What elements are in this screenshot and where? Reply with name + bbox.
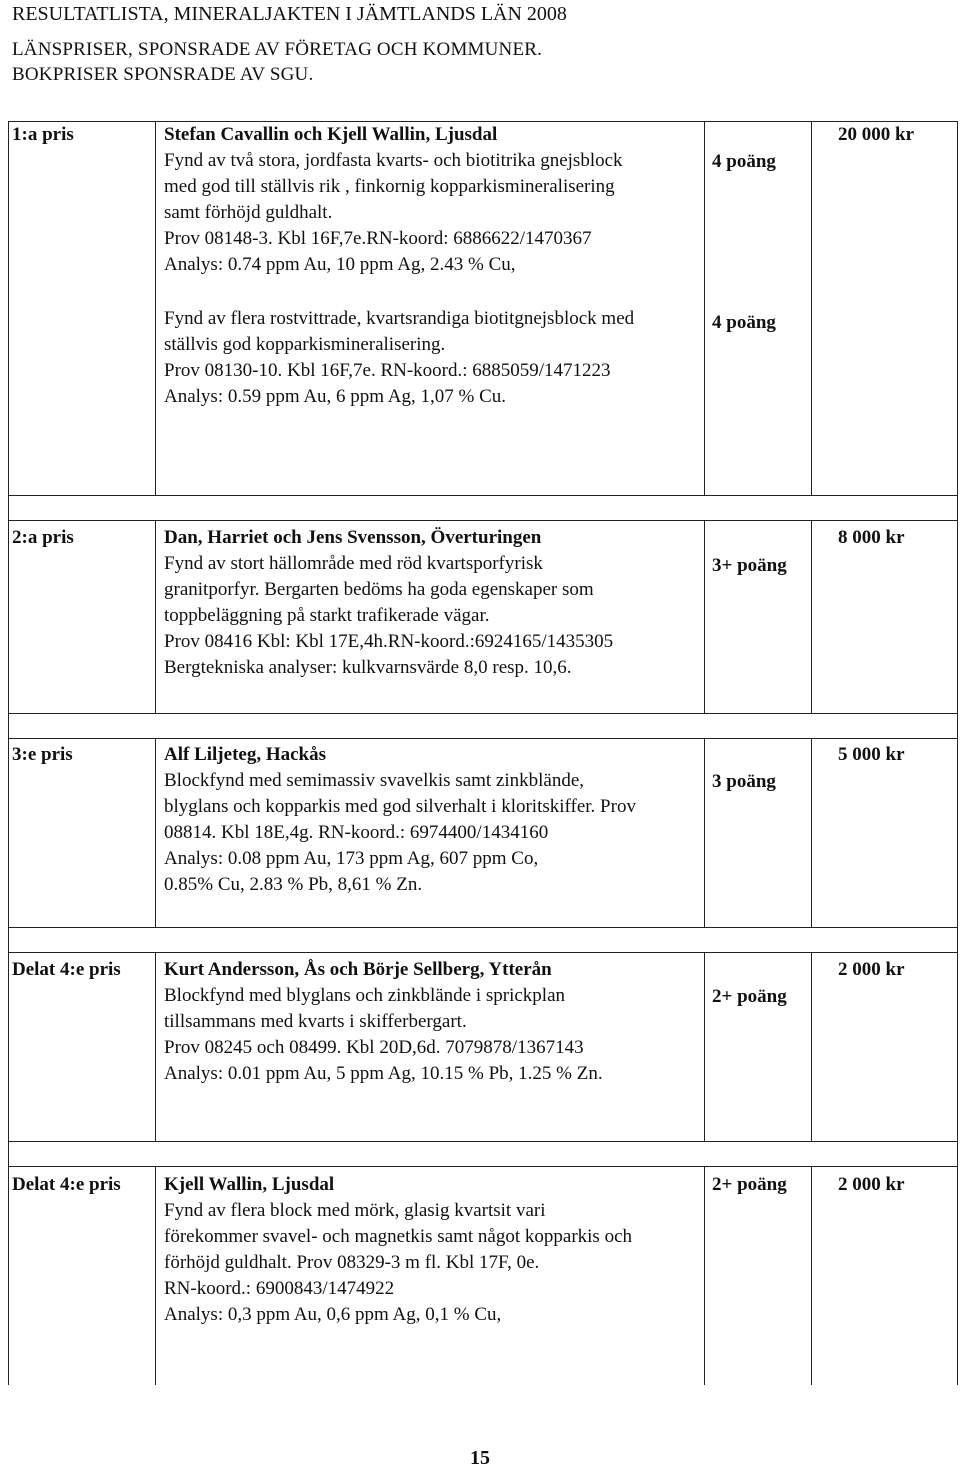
- column-divider: [155, 1166, 156, 1385]
- table-rule: [8, 713, 958, 714]
- prize-rank: Delat 4:e pris: [12, 959, 121, 980]
- table-rule: [8, 738, 958, 739]
- winner-name: Dan, Harriet och Jens Svensson, Överturingen: [164, 527, 542, 548]
- column-divider: [811, 1166, 812, 1385]
- points: 3+ poäng: [712, 555, 787, 576]
- column-divider: [811, 952, 812, 1141]
- entry-description: [164, 1172, 704, 1328]
- table-rule: [8, 520, 958, 521]
- description-line: Fynd av stort hällområde med röd kvartsporfyrisk: [164, 553, 543, 574]
- description-line: blyglans och kopparkis med god silverhalt i kloritskiffer. Prov: [164, 796, 636, 817]
- description-line: toppbeläggning på starkt trafikerade vägar.: [164, 605, 490, 626]
- description-line: RN-koord.: 6900843/1474922: [164, 1278, 395, 1299]
- prize-amount: 8 000 kr: [838, 527, 905, 548]
- column-divider: [704, 121, 705, 495]
- column-divider: [155, 121, 156, 495]
- entry-description: [164, 122, 704, 410]
- description-line: Analys: 0.59 ppm Au, 6 ppm Ag, 1,07 % Cu.: [164, 386, 507, 407]
- points: 2+ poäng: [712, 1174, 787, 1195]
- description-line: Prov 08130-10. Kbl 16F,7e. RN-koord.: 6885059/1471223: [164, 360, 611, 381]
- entry-description: [164, 742, 704, 898]
- prize-rank: 3:e pris: [12, 744, 73, 765]
- subtitle-line-2: BOKPRISER SPONSRADE AV SGU.: [12, 64, 314, 85]
- description-line: Analys: 0,3 ppm Au, 0,6 ppm Ag, 0,1 % Cu,: [164, 1304, 502, 1325]
- winner-name: Alf Liljeteg, Hackås: [164, 744, 327, 765]
- prize-rank: 2:a pris: [12, 527, 74, 548]
- column-divider: [704, 520, 705, 713]
- description-line: Prov 08416 Kbl: Kbl 17E,4h.RN-koord.:6924165/1435305: [164, 631, 614, 652]
- description-line: tillsammans med kvarts i skifferbergart.: [164, 1011, 467, 1032]
- winner-name: Kjell Wallin, Ljusdal: [164, 1174, 335, 1195]
- description-line: Prov 08148-3. Kbl 16F,7e.RN-koord: 6886622/1470367: [164, 228, 592, 249]
- page-number: 15: [470, 1447, 490, 1469]
- description-line: Analys: 0.01 ppm Au, 5 ppm Ag, 10.15 % Pb, 1.25 % Zn.: [164, 1063, 603, 1084]
- table-border-right: [957, 121, 958, 1385]
- table-rule: [8, 1141, 958, 1142]
- description-line: Fynd av flera block med mörk, glasig kvartsit vari: [164, 1200, 546, 1221]
- description-line: Fynd av flera rostvittrade, kvartsrandiga biotitgnejsblock med: [164, 308, 635, 329]
- column-divider: [155, 952, 156, 1141]
- column-divider: [704, 1166, 705, 1385]
- description-line: Blockfynd med blyglans och zinkblände i sprickplan: [164, 985, 566, 1006]
- description-line: Analys: 0.74 ppm Au, 10 ppm Ag, 2.43 % Cu,: [164, 254, 516, 275]
- points: 4 poäng: [712, 151, 776, 172]
- description-line: förhöjd guldhalt. Prov 08329-3 m fl. Kbl 17F, 0e.: [164, 1252, 540, 1273]
- description-line: samt förhöjd guldhalt.: [164, 202, 333, 223]
- column-divider: [704, 738, 705, 927]
- description-line: Analys: 0.08 ppm Au, 173 ppm Ag, 607 ppm Co,: [164, 848, 539, 869]
- subtitle-line-1: LÄNSPRISER, SPONSRADE AV FÖRETAG OCH KOMMUNER.: [12, 39, 543, 60]
- column-divider: [704, 952, 705, 1141]
- winner-name: Stefan Cavallin och Kjell Wallin, Ljusdal: [164, 124, 498, 145]
- description-line: förekommer svavel- och magnetkis samt något kopparkis och: [164, 1226, 633, 1247]
- column-divider: [811, 520, 812, 713]
- description-line: Bergtekniska analyser: kulkvarnsvärde 8,0 resp. 10,6.: [164, 657, 572, 678]
- description-line: 0.85% Cu, 2.83 % Pb, 8,61 % Zn.: [164, 874, 423, 895]
- table-rule: [8, 952, 958, 953]
- description-line: Prov 08245 och 08499. Kbl 20D,6d. 7079878/1367143: [164, 1037, 584, 1058]
- description-line: ställvis god kopparkismineralisering.: [164, 334, 446, 355]
- description-line: med god till ställvis rik , finkornig kopparkismineralisering: [164, 176, 615, 197]
- prize-amount: 20 000 kr: [838, 124, 914, 145]
- table-border-left: [8, 121, 9, 1385]
- document-title: RESULTATLISTA, MINERALJAKTEN I JÄMTLANDS LÄN 2008: [12, 3, 567, 25]
- description-line: granitporfyr. Bergarten bedöms ha goda egenskaper som: [164, 579, 594, 600]
- description-line: 08814. Kbl 18E,4g. RN-koord.: 6974400/1434160: [164, 822, 549, 843]
- points: 3 poäng: [712, 771, 776, 792]
- prize-amount: 2 000 kr: [838, 959, 905, 980]
- column-divider: [811, 121, 812, 495]
- column-divider: [155, 738, 156, 927]
- table-rule: [8, 1166, 958, 1167]
- description-line: Fynd av två stora, jordfasta kvarts- och biotitrika gnejsblock: [164, 150, 623, 171]
- column-divider: [811, 738, 812, 927]
- entry-description: [164, 525, 704, 681]
- points: 2+ poäng: [712, 986, 787, 1007]
- prize-amount: 5 000 kr: [838, 744, 905, 765]
- points: 4 poäng: [712, 312, 776, 333]
- prize-amount: 2 000 kr: [838, 1174, 905, 1195]
- entry-description: [164, 957, 704, 1087]
- prize-rank: 1:a pris: [12, 124, 74, 145]
- table-rule: [8, 495, 958, 496]
- prize-rank: Delat 4:e pris: [12, 1174, 121, 1195]
- column-divider: [155, 520, 156, 713]
- table-rule: [8, 927, 958, 928]
- description-line: Blockfynd med semimassiv svavelkis samt zinkblände,: [164, 770, 585, 791]
- winner-name: Kurt Andersson, Ås och Börje Sellberg, Ytterån: [164, 959, 552, 980]
